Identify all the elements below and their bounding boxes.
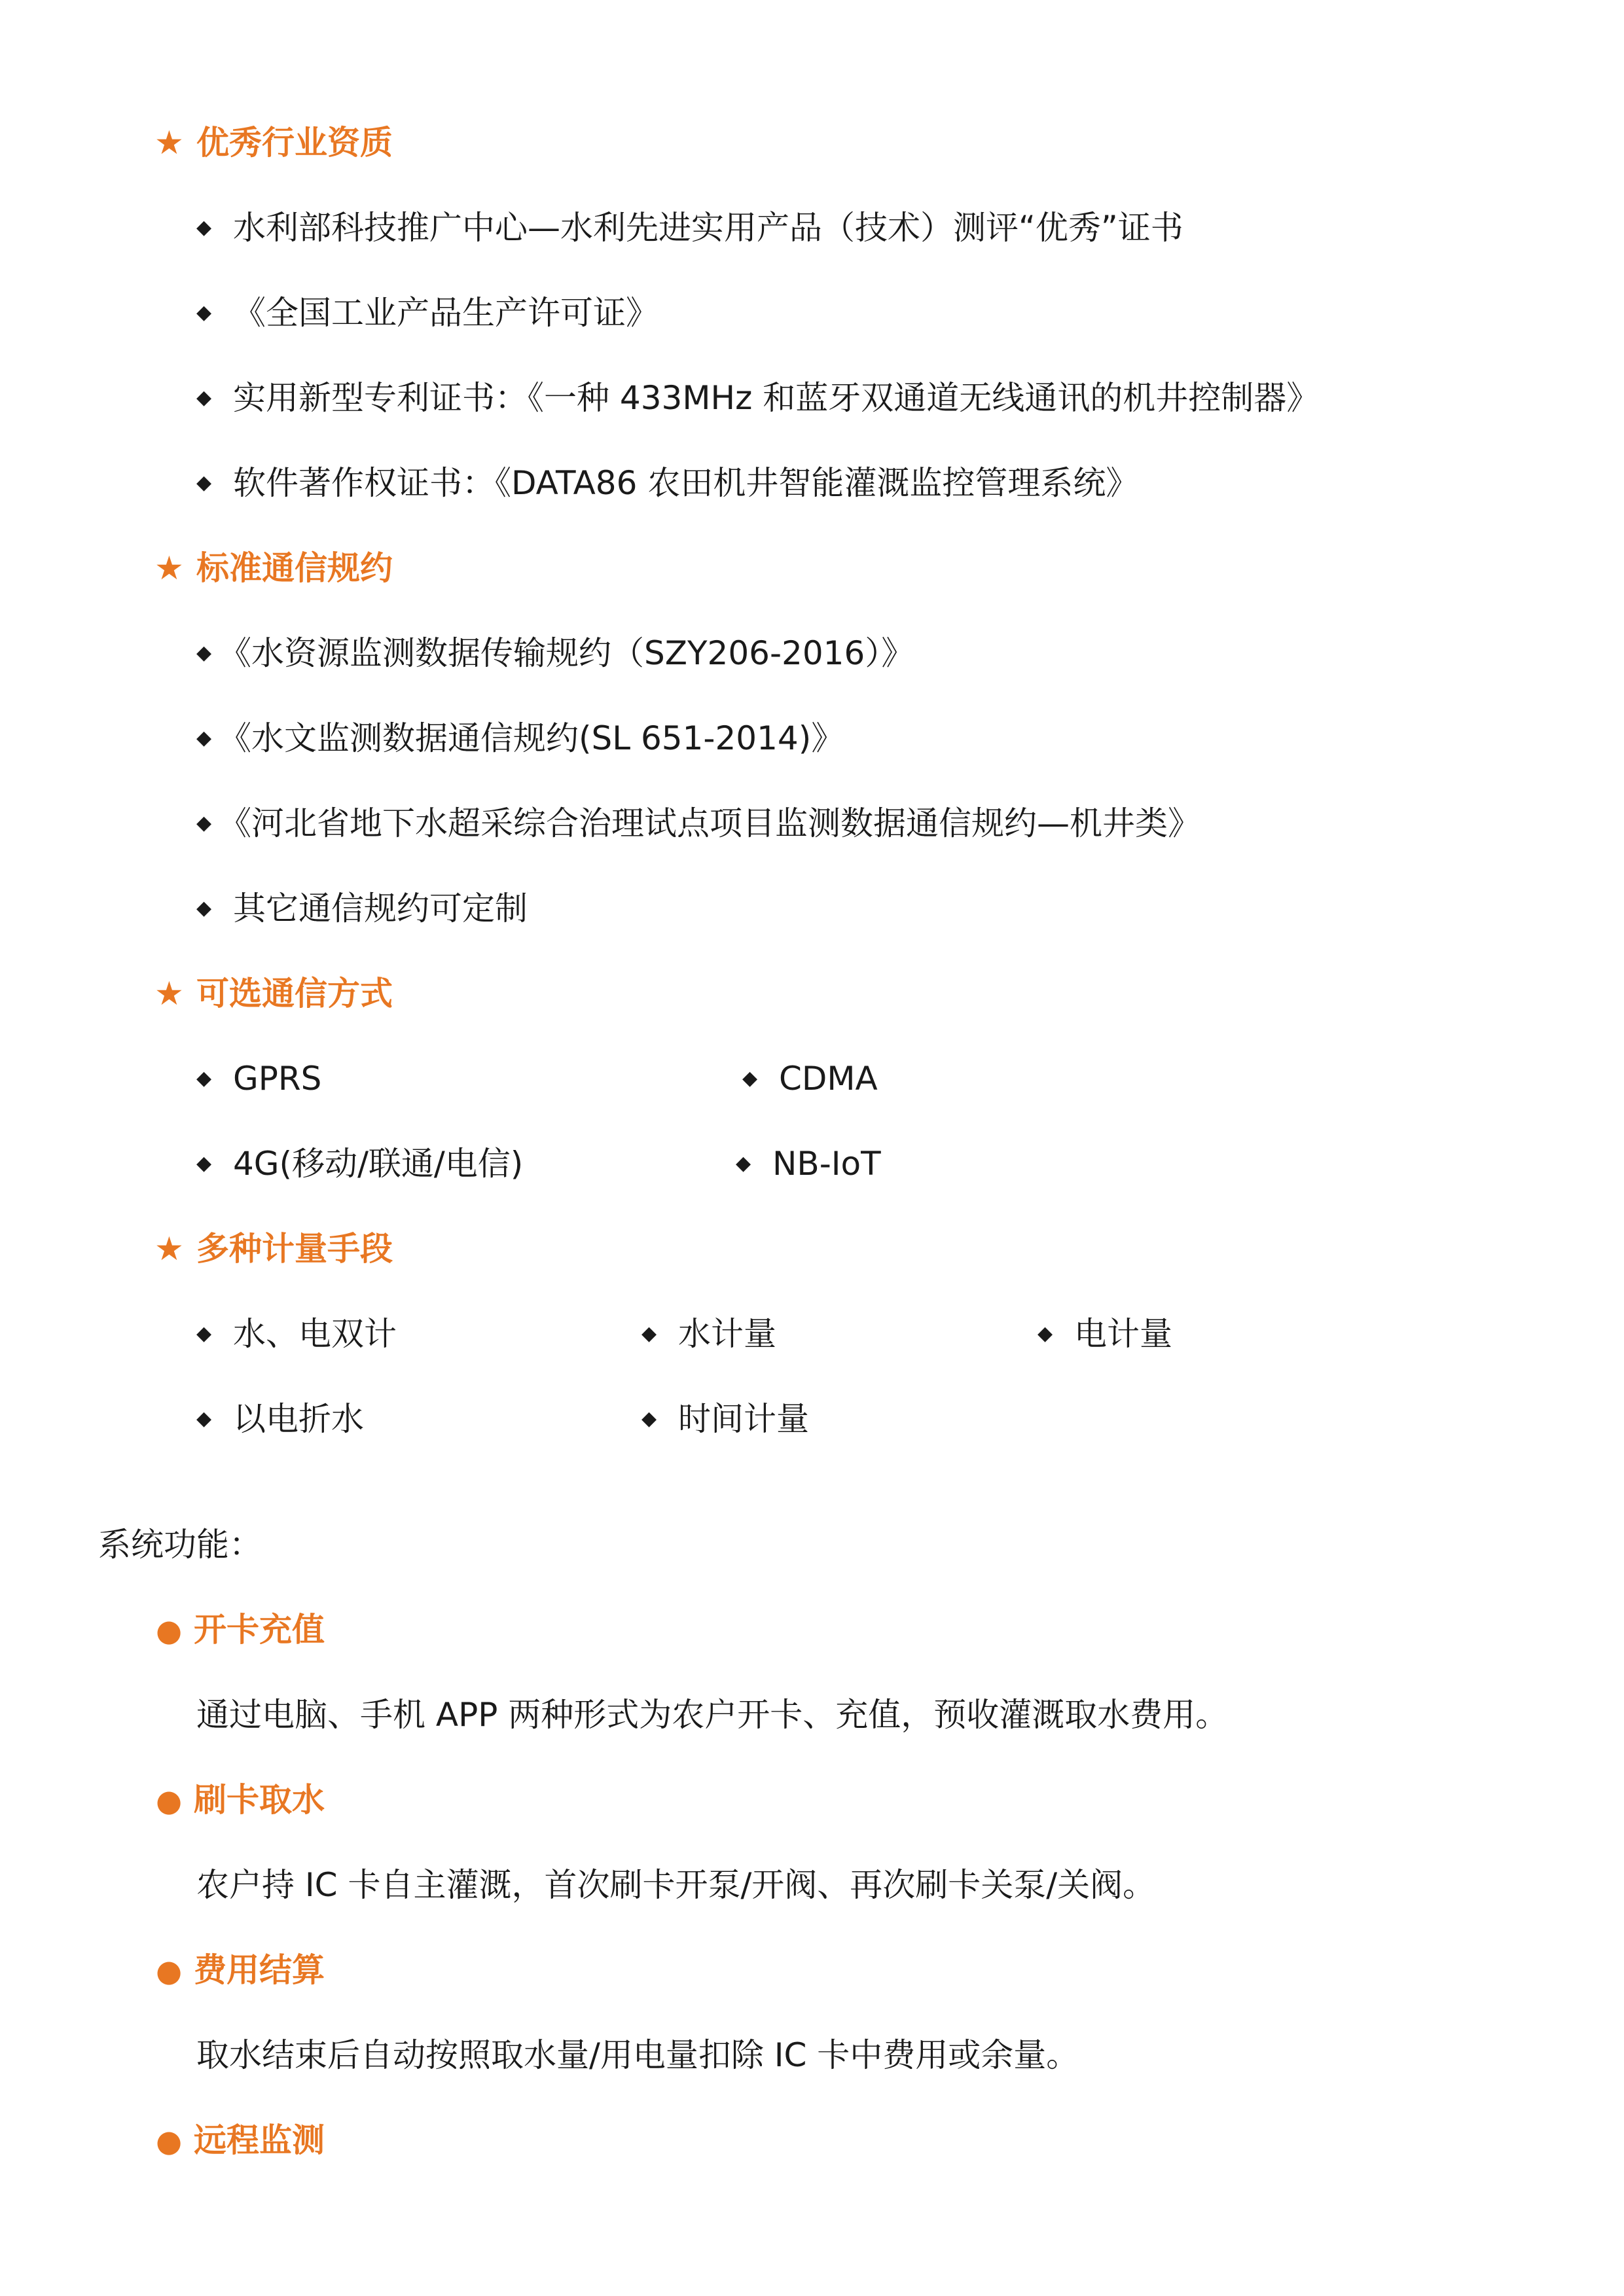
list-item — [196, 464, 1139, 502]
list-item — [196, 1400, 364, 1438]
section-title: 标准通信规约 — [196, 549, 393, 587]
diamond-bullet-icon: ◆ — [196, 301, 212, 324]
list-item-text: CDMA — [779, 1060, 878, 1098]
diamond-bullet-icon: ◆ — [196, 1067, 212, 1090]
list-item-text: 《水文监测数据通信规约(SL 651-2014)》 — [219, 719, 844, 757]
system-functions-heading: 系统功能： — [98, 1526, 262, 1564]
diamond-bullet-icon: ◆ — [196, 216, 212, 239]
diamond-bullet-icon: ◆ — [196, 1407, 212, 1430]
function-description: 取水结束后自动按照取水量/用电量扣除 IC 卡中费用或余量。 — [196, 2036, 1079, 2074]
section-title: 优秀行业资质 — [196, 124, 393, 162]
list-item — [1038, 1315, 1172, 1353]
list-item-text: 实用新型专利证书：《一种 433MHz 和蓝牙双通道无线通讯的机井控制器》 — [233, 379, 1320, 417]
function-heading-card-recharge — [156, 1611, 325, 1649]
list-item-text: 水利部科技推广中心—水利先进实用产品（技术）测评“优秀”证书 — [233, 209, 1183, 247]
diamond-bullet-icon: ◆ — [196, 641, 212, 664]
section-heading-comm — [154, 975, 393, 1013]
dot-bullet-icon: ● — [156, 1783, 183, 1818]
list-item — [196, 804, 1200, 842]
list-item — [196, 209, 1183, 247]
list-item — [196, 719, 844, 757]
function-title: 刷卡取水 — [194, 1781, 325, 1819]
dot-bullet-icon: ● — [156, 1953, 183, 1988]
section-title: 可选通信方式 — [196, 975, 393, 1013]
list-item — [196, 1060, 322, 1098]
function-title: 远程监测 — [194, 2121, 325, 2159]
list-item-text: 时间计量 — [678, 1400, 809, 1438]
list-item-text: GPRS — [233, 1060, 322, 1098]
list-item-text: 其它通信规约可定制 — [233, 889, 528, 927]
diamond-bullet-icon: ◆ — [641, 1322, 657, 1345]
function-title: 开卡充值 — [194, 1611, 325, 1649]
list-item-text: 以电折水 — [233, 1400, 364, 1438]
section-heading-protocols — [154, 549, 393, 587]
diamond-bullet-icon: ◆ — [196, 471, 212, 494]
diamond-bullet-icon: ◆ — [196, 1152, 212, 1175]
diamond-bullet-icon: ◆ — [641, 1407, 657, 1430]
list-item — [742, 1060, 878, 1098]
list-item — [196, 1145, 524, 1183]
diamond-bullet-icon: ◆ — [196, 386, 212, 409]
diamond-bullet-icon: ◆ — [196, 1322, 212, 1345]
list-item-text: 4G(移动/联通/电信) — [233, 1145, 524, 1183]
list-item-text: 电计量 — [1074, 1315, 1172, 1353]
dot-bullet-icon: ● — [156, 1613, 183, 1648]
section-title: 多种计量手段 — [196, 1230, 393, 1268]
section-heading-qualification — [154, 124, 393, 162]
list-item-text: 水计量 — [678, 1315, 776, 1353]
list-item — [196, 1315, 397, 1353]
diamond-bullet-icon: ◆ — [1038, 1322, 1053, 1345]
function-title: 费用结算 — [194, 1951, 325, 1989]
list-item — [196, 294, 659, 332]
diamond-bullet-icon: ◆ — [736, 1152, 751, 1175]
list-item — [736, 1145, 881, 1183]
function-heading-remote-monitoring — [156, 2121, 325, 2159]
diamond-bullet-icon: ◆ — [196, 726, 212, 749]
list-item — [641, 1315, 776, 1353]
function-description: 通过电脑、手机 APP 两种形式为农户开卡、充值，预收灌溉取水费用。 — [196, 1696, 1229, 1734]
star-icon: ★ — [154, 124, 184, 162]
section-heading-metering — [154, 1230, 393, 1268]
list-item — [196, 889, 528, 927]
list-item — [196, 379, 1320, 417]
function-description: 农户持 IC 卡自主灌溉，首次刷卡开泵/开阀、再次刷卡关泵/关阀。 — [196, 1866, 1156, 1904]
diamond-bullet-icon: ◆ — [196, 812, 212, 834]
list-item-text: 水、电双计 — [233, 1315, 397, 1353]
diamond-bullet-icon: ◆ — [742, 1067, 758, 1090]
list-item-text: 《水资源监测数据传输规约（SZY206-2016）》 — [219, 634, 914, 672]
function-heading-swipe-water — [156, 1781, 325, 1819]
star-icon: ★ — [154, 549, 184, 587]
star-icon: ★ — [154, 975, 184, 1013]
list-item-text: 软件著作权证书：《DATA86 农田机井智能灌溉监控管理系统》 — [233, 464, 1139, 502]
list-item — [196, 634, 914, 672]
list-item-text: 《河北省地下水超采综合治理试点项目监测数据通信规约—机井类》 — [219, 804, 1200, 842]
dot-bullet-icon: ● — [156, 2123, 183, 2159]
function-heading-settlement — [156, 1951, 325, 1989]
list-item — [641, 1400, 809, 1438]
diamond-bullet-icon: ◆ — [196, 897, 212, 920]
list-item-text: 《全国工业产品生产许可证》 — [233, 294, 659, 332]
star-icon: ★ — [154, 1230, 184, 1268]
list-item-text: NB-IoT — [772, 1145, 881, 1183]
